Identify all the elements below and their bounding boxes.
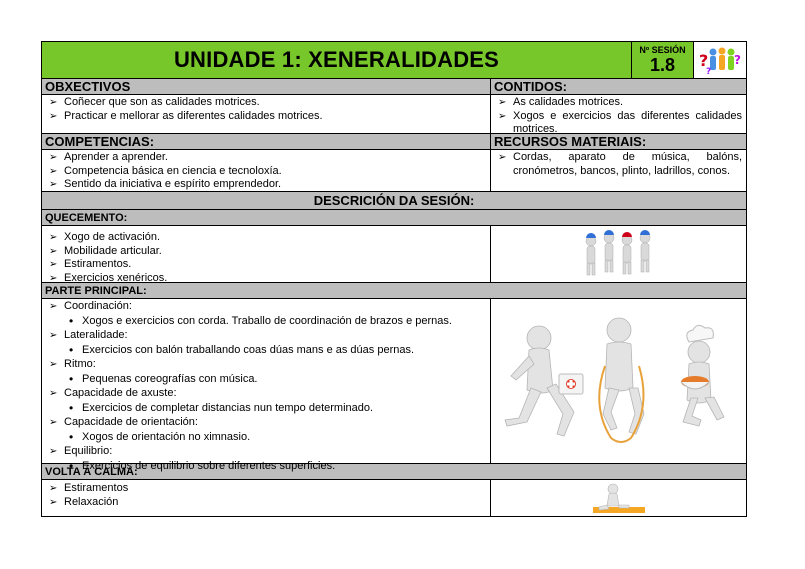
group-title: Coordinación:	[64, 300, 132, 312]
unit-title: UNIDADE 1: XENERALIDADES	[173, 47, 500, 72]
session-number: 1.8	[649, 55, 676, 75]
svg-text:?: ?	[734, 53, 741, 67]
list-item	[64, 416, 486, 445]
group-title: Equilibrio:	[64, 445, 113, 457]
group-title: Ritmo:	[64, 358, 96, 370]
resources-body	[491, 150, 746, 191]
list-item: • Xogos de orientación no ximnasio.	[82, 431, 482, 445]
list-item: ➢ Estiramentos	[64, 482, 486, 496]
contents-body	[491, 95, 746, 133]
list-item: ➢ Aprender a aprender.	[64, 151, 486, 165]
list-item	[64, 329, 486, 358]
group-title: Capacidade de orientación:	[64, 416, 198, 428]
competencies-body	[42, 150, 491, 191]
list-item: ➢ Relaxación	[64, 496, 486, 510]
group-title: Capacidade de axuste:	[64, 387, 177, 399]
list-item: ➢ Xogo de activación.	[64, 231, 486, 245]
list-item: ➢ Coñecer que son as calidades motrices.	[64, 96, 486, 110]
row-objectives-body	[42, 95, 746, 134]
cooldown-image	[491, 480, 746, 516]
row-competencies-body	[42, 150, 746, 192]
session-description-heading: DESCRICIÓN DA SESIÓN:	[42, 192, 746, 210]
list-item: ➢ Mobilidade articular.	[64, 245, 486, 259]
list-item: • Exercicios con balón traballando coas dúas mans e as dúas pernas.	[82, 344, 482, 358]
svg-text:?: ?	[699, 51, 709, 70]
cooldown-heading: VOLTA Á CALMA:	[42, 464, 746, 480]
competencies-heading: COMPETENCIAS:	[42, 134, 491, 149]
group-title: Lateralidade:	[64, 329, 128, 341]
list-item: ➢ Xogos e exercicios das diferentes calidades motrices.	[513, 110, 742, 137]
list-item: ➢ Exercicios xenéricos.	[64, 272, 486, 286]
list-item	[64, 358, 486, 387]
list-item: • Xogos e exercicios con corda. Traballo de coordinación de brazos e pernas.	[82, 315, 482, 329]
cooldown-body	[42, 480, 491, 516]
list-item: • Exercicios de equilibrio sobre diferentes superficies.	[82, 460, 482, 474]
svg-text:?: ?	[706, 67, 712, 76]
resources-heading: RECURSOS MATERIAIS:	[491, 134, 746, 149]
relaxing-person-icon	[589, 481, 649, 515]
list-item: ➢ Estiramentos.	[64, 258, 486, 272]
list-item	[64, 387, 486, 416]
list-item: ➢ Practicar e mellorar as diferentes calidades motrices.	[64, 110, 486, 124]
main-part-heading: PARTE PRINCIPAL:	[42, 283, 746, 299]
session-label: Nº SESIÓN	[639, 45, 686, 55]
session-sheet	[41, 41, 747, 517]
exercising-people-icon	[499, 316, 739, 446]
list-item	[64, 300, 486, 329]
objectives-heading: OBXECTIVOS	[42, 79, 491, 94]
row-cooldown-body	[42, 480, 746, 516]
warmup-body	[42, 226, 491, 282]
list-item: • Exercicios de completar distancias nun tempo determinado.	[82, 402, 482, 416]
list-item	[64, 445, 486, 474]
warmup-heading: QUECEMENTO:	[42, 210, 746, 226]
objectives-body	[42, 95, 491, 133]
warmup-image	[491, 226, 746, 282]
question-people-icon	[694, 42, 746, 78]
list-item: • Pequenas coreografías con música.	[82, 373, 482, 387]
list-item: ➢ Competencia básica en ciencia e tecnoloxía.	[64, 165, 486, 179]
list-item: ➢ Cordas, aparato de música, balóns, cronómetros, bancos, plinto, ladrillos, conos.	[513, 151, 742, 178]
contents-heading: CONTIDOS:	[491, 79, 746, 94]
row-warmup-body	[42, 226, 746, 283]
group-people-icon	[579, 229, 659, 279]
title-row	[42, 42, 746, 79]
main-part-image	[491, 299, 746, 463]
session-box	[631, 42, 694, 78]
list-item: ➢ Sentido da iniciativa e espírito emprendedor.	[64, 178, 486, 192]
row-objectives-heading	[42, 79, 746, 95]
list-item: ➢ As calidades motrices.	[513, 96, 742, 110]
